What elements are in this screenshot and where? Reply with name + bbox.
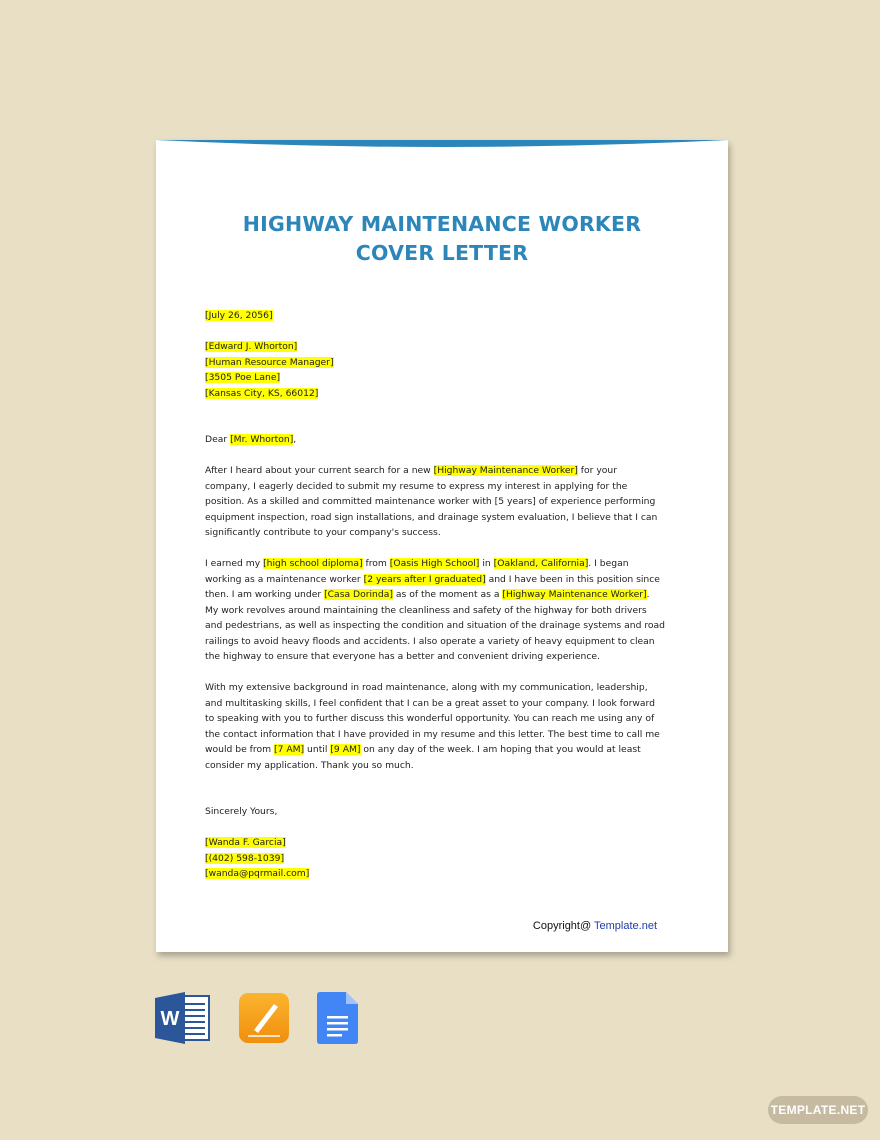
copyright: Copyright@ Template.net [532,920,657,932]
letter-page [156,140,728,952]
word-icon[interactable] [155,992,211,1044]
svg-text:W: W [160,1008,180,1030]
google-docs-icon[interactable] [317,992,359,1044]
title-line-2: COVER LETTER [355,241,529,265]
template-net-badge[interactable]: TEMPLATE.NET [768,1096,868,1124]
title-line-1: HIGHWAY MAINTENANCE WORKER [242,212,642,236]
sender-email: [wanda@pqrmail.com] [205,868,310,879]
date: [July 26, 2056] [205,310,273,321]
salutation-name: [Mr. Whorton] [230,434,294,445]
letter-body [205,308,665,882]
sender-phone: [(402) 598-1039] [205,852,285,864]
paragraph-2: I earned my [high school diploma] from [Oasis High School] in [Oakland, California]. I began working as a maintenance worker [2 years after I graduated] and I have been in this position since then. I am working under [Casa Dorinda] as of the moment as a [Highway Maintenance Worker]. My work revolves around maintaining the cleanliness and safety of the highway for both drivers and pedestrians, as well as inspecting the condition and situation of the drainage systems and road railings to avoid heavy floods and accidents. I also operate a variety of heavy equipment to clean the highway to ensure that everyone has a better and convenient driving experience. [205,558,665,662]
paragraph-3: With my extensive background in road maintenance, along with my communication, leadership, and multitasking skills, I feel confident that I can be a great asset to your company. I look forward to speaking with you to further discuss this wonderful opportunity. You can reach me using any of the contact information that I have provided in my resume and this letter. The best time to call me would be from [7 AM] until [9 AM] on any day of the week. I am hoping that you would at least consider my application. Thank you so much. [205,682,660,771]
top-wave-decoration [156,140,728,150]
pages-icon[interactable] [238,992,290,1044]
recipient-city: [Kansas City, KS, 66012] [205,387,319,399]
paragraph-1: After I heard about your current search for a new [Highway Maintenance Worker] for your company, I eagerly decided to submit my resume to express my interest in applying for the position. As a skilled and committed maintenance worker with [5 years] of experience performing equipment inspection, road sign installations, and drainage system evaluation, I believe that I can significantly contribute to your company's success. [205,465,658,538]
recipient-title: [Human Resource Manager] [205,356,334,368]
closing: Sincerely Yours, [205,806,278,817]
document-title [156,210,728,268]
template-link[interactable]: Template.net [594,920,657,932]
recipient-street: [3505 Poe Lane] [205,372,281,383]
salutation: Dear [Mr. Whorton], [205,434,297,445]
sender-name: [Wanda F. Garcia] [205,837,286,848]
recipient-name: [Edward J. Whorton] [205,341,298,352]
